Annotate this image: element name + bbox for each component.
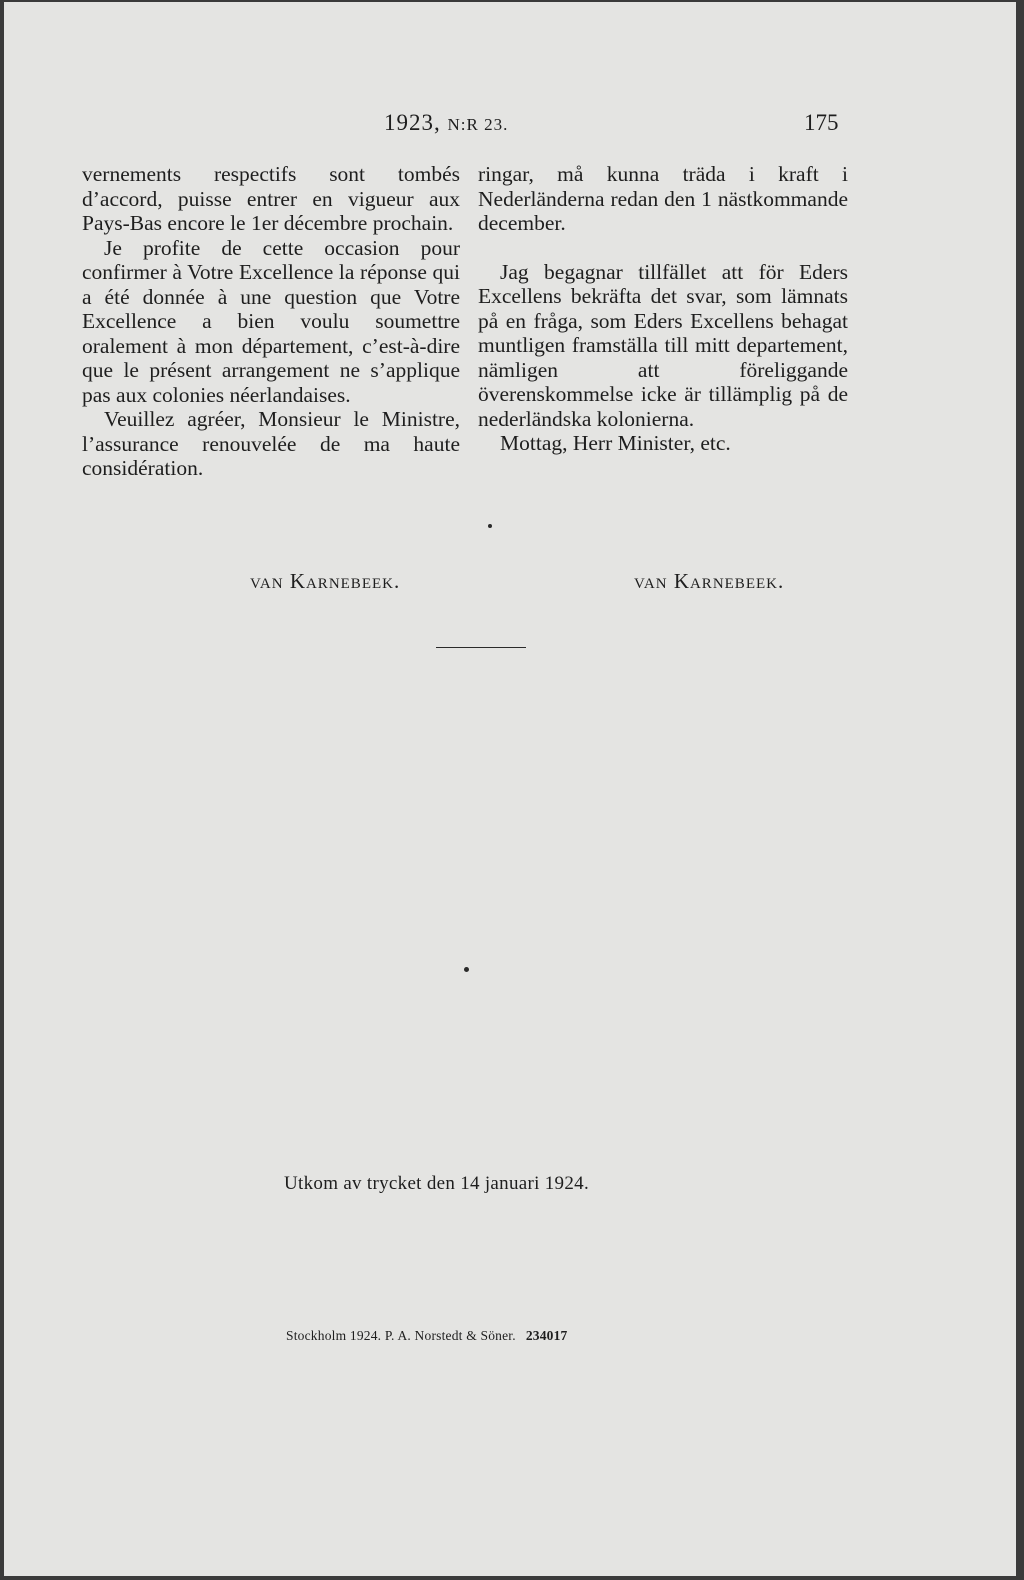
imprint-line: Utkom av trycket den 14 januari 1924. bbox=[284, 1173, 589, 1194]
print-code: 234017 bbox=[525, 1328, 568, 1343]
swedish-column bbox=[478, 162, 848, 456]
swedish-paragraph-1: ringar, må kunna träda i kraft i Nederländerna redan den 1 nästkommande december. bbox=[478, 162, 848, 235]
issue-label bbox=[384, 110, 508, 136]
printer-line bbox=[286, 1328, 568, 1344]
issue-number: N:R 23. bbox=[447, 115, 509, 134]
french-signature: van Karnebeek. bbox=[250, 569, 401, 593]
french-paragraph-2: Je profite de cette occasion pour confirmer à Votre Excellence la réponse qui a été donnée à une question que Votre Excellence a bien voulu soumettre oralement à mon département, c’est-à-dire que le présent arrangement ne s’applique pas aux colonies néerlandaises. bbox=[82, 235, 460, 407]
speck-mark bbox=[488, 524, 492, 528]
swedish-paragraph-2: Jag begagnar tillfället att för Eders Excellens bekräfta det svar, som lämnats på en fråga, som Eders Excellens behagat muntligen framställa till mitt departement, nämligen att föreliggande överenskommelse icke är tillämplig på de nederländska kolonierna. bbox=[478, 259, 848, 431]
french-paragraph-3: Veuillez agréer, Monsieur le Ministre, l’assurance renouvelée de ma haute considération. bbox=[82, 407, 460, 480]
document-page bbox=[4, 2, 1016, 1576]
french-paragraph-1: vernements respectifs sont tombés d’accord, puisse entrer en vigueur aux Pays-Bas encore le 1er décembre prochain. bbox=[82, 162, 460, 235]
section-divider bbox=[436, 647, 526, 648]
running-header bbox=[4, 110, 1016, 140]
swedish-signature: van Karnebeek. bbox=[634, 569, 785, 593]
french-column bbox=[82, 162, 460, 481]
swedish-paragraph-3: Mottag, Herr Minister, etc. bbox=[500, 431, 731, 455]
issue-year: 1923, bbox=[384, 110, 441, 135]
printer-name: Stockholm 1924. P. A. Norstedt & Söner. bbox=[286, 1328, 516, 1343]
speck-mark bbox=[464, 967, 469, 972]
page-number: 175 bbox=[804, 110, 839, 135]
